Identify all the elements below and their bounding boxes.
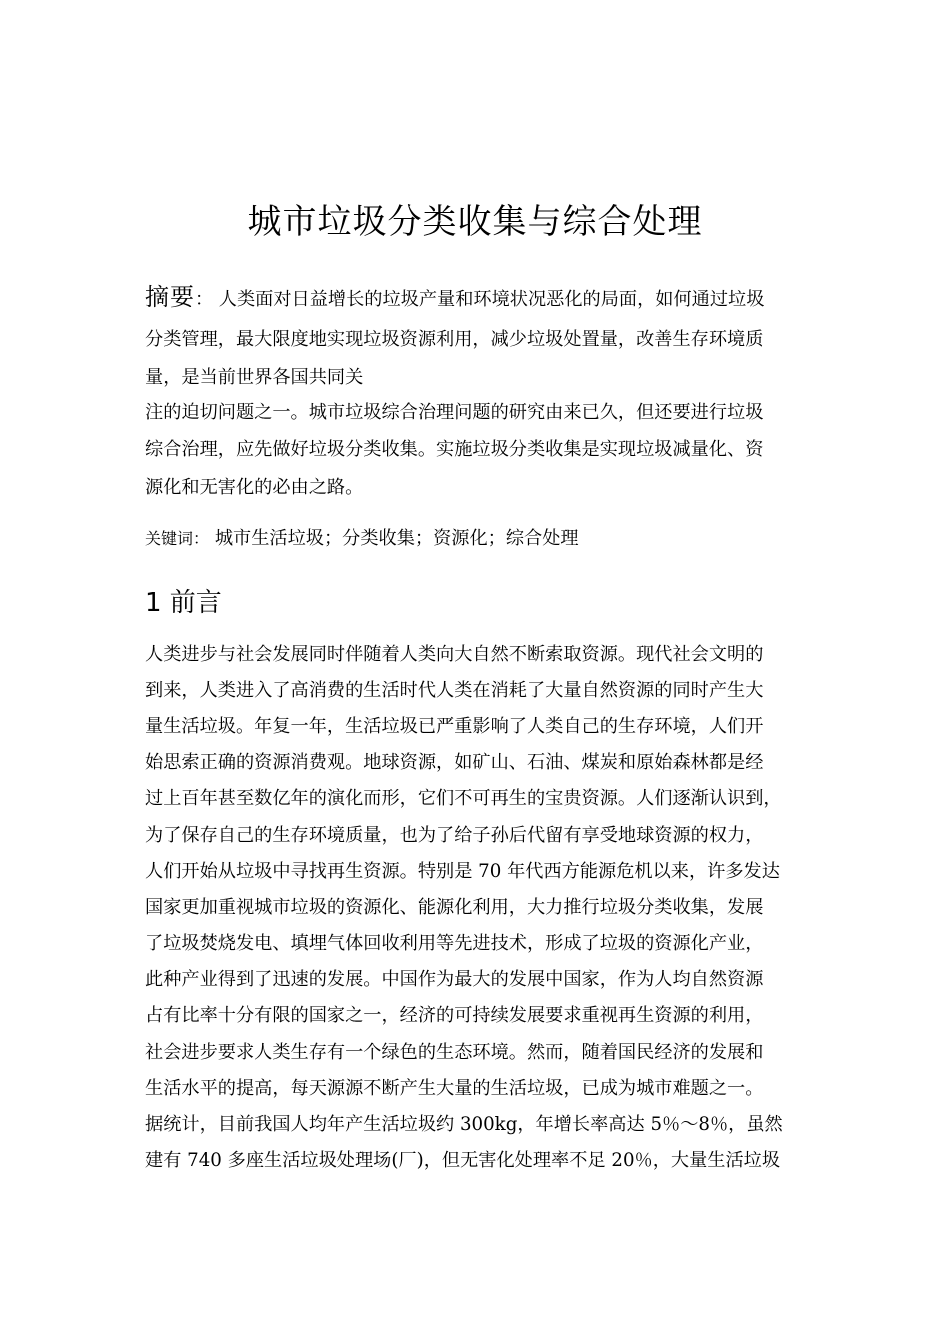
- body-line-13: 生活水平的提高，每天源源不断产生大量的生活垃圾，已成为城市难题之一。: [145, 1078, 764, 1099]
- body-line-10: 此种产业得到了迅速的发展。中国作为最大的发展中国家，作为人均自然资源: [145, 969, 764, 990]
- body-line-14: 据统计，目前我国人均年产生活垃圾约 300kg，年增长率高达 5％～8％，虽然: [145, 1114, 783, 1135]
- abstract-line-4: 注的迫切问题之一。城市垃圾综合治理问题的研究由来已久，但还要进行垃圾: [145, 402, 764, 423]
- body-line-3: 量生活垃圾。年复一年，生活垃圾已严重影响了人类自己的生存环境，人们开: [145, 716, 764, 737]
- body-line-12: 社会进步要求人类生存有一个绿色的生态环境。然而，随着国民经济的发展和: [145, 1042, 764, 1063]
- body-line-1: 人类进步与社会发展同时伴随着人类向大自然不断索取资源。现代社会文明的: [145, 644, 764, 665]
- abstract-line-2: 分类管理，最大限度地实现垃圾资源利用，减少垃圾处置量，改善生存环境质: [145, 329, 764, 350]
- abstract-label: 摘要: [145, 283, 195, 311]
- body-line-4: 始思索正确的资源消费观。地球资源，如矿山、石油、煤炭和原始森林都是经: [145, 752, 764, 773]
- body-line-15: 建有 740 多座生活垃圾处理场(厂)，但无害化处理率不足 20％，大量生活垃圾: [145, 1150, 781, 1171]
- abstract-line-6: 源化和无害化的必由之路。: [145, 477, 364, 498]
- abstract-colon: ：: [195, 289, 213, 310]
- document-title: 城市垃圾分类收集与综合处理: [247, 202, 703, 242]
- body-line-11: 占有比率十分有限的国家之一，经济的可持续发展要求重视再生资源的利用，: [145, 1005, 764, 1026]
- body-line-8: 国家更加重视城市垃圾的资源化、能源化利用，大力推行垃圾分类收集，发展: [145, 897, 764, 918]
- keywords-line: [145, 525, 579, 553]
- body-line-2: 到来，人类进入了高消费的生活时代人类在消耗了大量自然资源的同时产生大: [145, 680, 764, 701]
- abstract-line-1: [145, 282, 764, 315]
- abstract-text-1: 人类面对日益增长的垃圾产量和环境状况恶化的局面，如何通过垃圾: [218, 289, 765, 310]
- body-line-6: 为了保存自己的生存环境质量，也为了给子孙后代留有享受地球资源的权力，: [145, 825, 764, 846]
- body-line-9: 了垃圾焚烧发电、填埋气体回收利用等先进技术，形成了垃圾的资源化产业，: [145, 933, 764, 954]
- keywords-label: 关键词：: [145, 529, 210, 548]
- body-line-7: 人们开始从垃圾中寻找再生资源。特别是 70 年代西方能源危机以来，许多发达: [145, 861, 780, 882]
- keywords-text: 城市生活垃圾；分类收集；资源化；综合处理: [214, 528, 579, 549]
- abstract-line-3: 量，是当前世界各国共同关: [145, 367, 364, 388]
- abstract-line-5: 综合治理，应先做好垃圾分类收集。实施垃圾分类收集是实现垃圾减量化、资: [145, 439, 764, 460]
- section-heading: 1 前言: [145, 588, 222, 618]
- body-line-5: 过上百年甚至数亿年的演化而形，它们不可再生的宝贵资源。人们逐渐认识到，: [145, 788, 782, 809]
